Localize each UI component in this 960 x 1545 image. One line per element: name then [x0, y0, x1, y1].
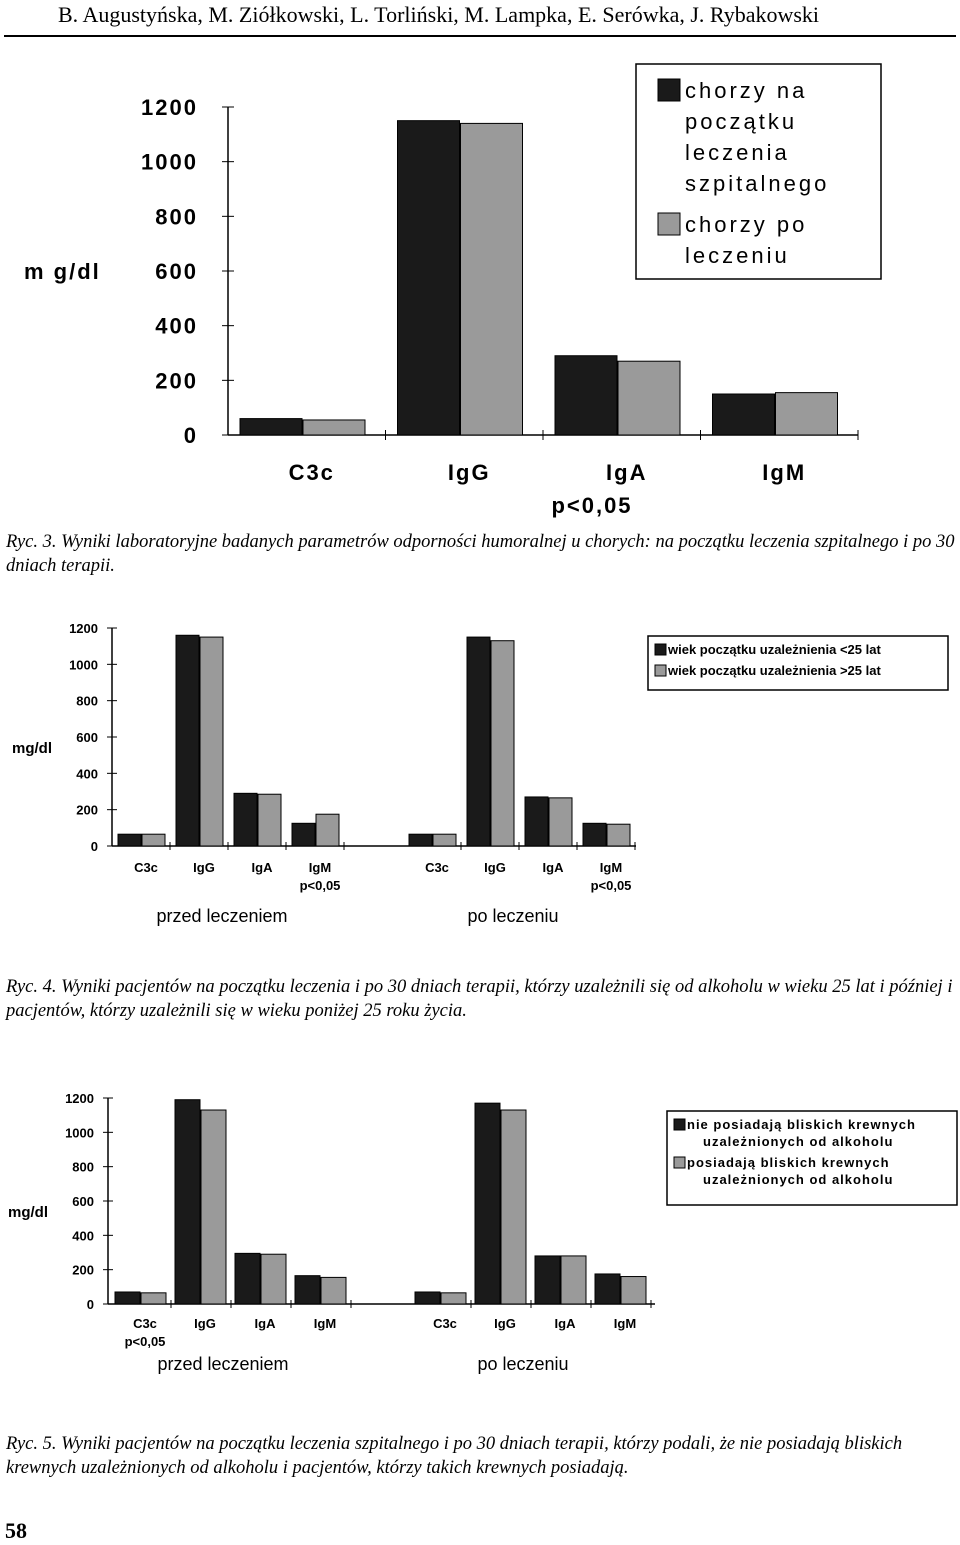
group-label-before: przed leczeniem	[157, 1354, 289, 1374]
legend-label-1: wiek początku uzależnienia <25 lat	[668, 642, 881, 657]
y-tick-label: 200	[72, 1262, 94, 1278]
bar-after-igg-series-1	[475, 1103, 500, 1304]
category-label-igm: IgM	[762, 460, 807, 485]
bar-after-igg-series-2	[501, 1110, 526, 1304]
figure-4-caption	[6, 975, 956, 1023]
y-tick-label: 200	[76, 802, 98, 818]
legend-label-2: posiadają bliskich krewnych	[687, 1155, 890, 1170]
author-line: B. Augustyńska, M. Ziółkowski, L. Torliński, M. Lampka, E. Serówka, J. Rybakowski	[58, 2, 820, 27]
page-number: 58	[5, 1518, 27, 1543]
y-tick-label: 1000	[141, 149, 198, 175]
bar-before-igg-series-2	[200, 637, 223, 846]
bar-c3c-series-2	[303, 420, 365, 435]
figure-3-chart	[0, 50, 960, 520]
bar-before-igm-series-1	[295, 1276, 320, 1304]
category-label-igg: IgG	[494, 1316, 516, 1331]
y-tick-label: 1200	[141, 95, 198, 120]
y-tick-label: 0	[183, 423, 198, 448]
figure-3-caption	[6, 530, 956, 578]
bar-after-c3c-series-2	[433, 834, 456, 846]
bar-before-c3c-series-1	[115, 1292, 140, 1304]
bar-c3c-series-1	[240, 419, 302, 435]
figure-4-label: Ryc. 4.	[6, 977, 57, 997]
bar-after-c3c-series-1	[415, 1292, 440, 1304]
bar-before-c3c-series-2	[141, 1293, 166, 1304]
bar-before-igm-series-2	[321, 1277, 346, 1304]
legend-label-2: leczeniu	[685, 243, 790, 268]
legend-label-2: wiek początku uzależnienia >25 lat	[668, 663, 881, 678]
figure-4-svg	[0, 610, 960, 970]
significance-note: p<0,05	[551, 493, 633, 518]
y-tick-label: 600	[155, 259, 198, 284]
bar-igm-series-1	[713, 394, 775, 435]
category-label-c3c: C3c	[433, 1316, 457, 1331]
figure-5-svg	[0, 1080, 960, 1420]
legend-swatch-2	[658, 213, 680, 235]
bar-before-iga-series-2	[258, 794, 281, 846]
bar-before-igm-series-1	[292, 823, 315, 846]
bar-after-igm-series-2	[621, 1277, 646, 1304]
legend-label-1: leczenia	[685, 140, 790, 165]
category-label-c3c: C3c	[288, 460, 335, 485]
y-tick-label: 1000	[69, 657, 98, 673]
y-tick-label: 800	[155, 204, 198, 230]
significance-note: p<0,05	[590, 878, 632, 893]
legend-swatch-2	[674, 1157, 685, 1168]
figure-4-chart	[0, 610, 960, 970]
y-tick-label: 400	[155, 313, 198, 339]
bar-after-igm-series-2	[607, 824, 630, 846]
bar-before-iga-series-1	[234, 793, 257, 846]
bar-igm-series-2	[776, 393, 838, 435]
figure-3-svg	[0, 50, 960, 520]
significance-note: p<0,05	[299, 878, 341, 893]
bar-before-iga-series-1	[235, 1253, 260, 1304]
bar-after-iga-series-1	[525, 797, 548, 846]
bar-before-igm-series-2	[316, 814, 339, 846]
category-label-iga: IgA	[606, 460, 648, 485]
category-label-igm: IgM	[308, 860, 332, 875]
bar-after-iga-series-1	[535, 1256, 560, 1304]
bar-after-igg-series-2	[491, 641, 514, 846]
bar-after-c3c-series-1	[409, 834, 432, 846]
legend-swatch-1	[674, 1119, 685, 1130]
header-rule	[4, 35, 956, 37]
category-label-igg: IgG	[484, 860, 506, 875]
y-tick-label: 800	[72, 1159, 94, 1175]
y-tick-label: 600	[72, 1194, 94, 1209]
category-label-iga: IgA	[254, 1316, 276, 1331]
y-tick-label: 600	[76, 730, 98, 745]
category-label-iga: IgA	[554, 1316, 576, 1331]
y-axis-label: m g/dl	[24, 259, 101, 284]
category-label-igm: IgM	[613, 1316, 637, 1331]
legend-swatch-2	[655, 665, 666, 676]
bar-before-igg-series-2	[201, 1110, 226, 1304]
category-label-iga: IgA	[251, 860, 273, 875]
legend-label-1: nie posiadają bliskich krewnych	[687, 1117, 916, 1132]
y-tick-label: 400	[72, 1228, 94, 1244]
legend-swatch-1	[658, 79, 680, 101]
bar-after-igm-series-1	[595, 1274, 620, 1304]
category-label-igm: IgM	[599, 860, 623, 875]
page-header	[0, 0, 960, 38]
bar-before-iga-series-2	[261, 1254, 286, 1304]
category-label-c3c: C3c	[425, 860, 449, 875]
figure-3-label: Ryc. 3.	[6, 532, 57, 552]
bar-igg-series-2	[461, 123, 523, 435]
category-label-iga: IgA	[542, 860, 564, 875]
figure-5-caption-text: Wyniki pacjentów na początku leczenia szpitalnego i po 30 dniach terapii, którzy podali, że nie posiadają bliskich krewnych uzależnionych od alkoholu i pacjentów, którzy takich krewnych posiadają.	[6, 1434, 903, 1478]
bar-after-igg-series-1	[467, 637, 490, 846]
category-label-igg: IgG	[193, 860, 215, 875]
legend-label-1: szpitalnego	[685, 171, 830, 196]
category-label-igg: IgG	[194, 1316, 216, 1331]
y-tick-label: 0	[86, 1297, 94, 1312]
y-tick-label: 1000	[65, 1125, 94, 1141]
group-label-before: przed leczeniem	[156, 906, 288, 926]
y-tick-label: 200	[155, 368, 198, 394]
bar-before-igg-series-1	[176, 635, 199, 846]
y-tick-label: 0	[90, 839, 98, 854]
bar-after-c3c-series-2	[441, 1293, 466, 1304]
group-label-after: po leczeniu	[477, 1354, 569, 1374]
figure-4-caption-text: Wyniki pacjentów na początku leczenia i po 30 dniach terapii, którzy uzależnili się od alkoholu w wieku 25 lat i później i pacjentów, którzy uzależnili się w wieku poniżej 25 roku życia.	[6, 977, 953, 1021]
bar-iga-series-1	[555, 356, 617, 435]
legend-label-1: początku	[685, 109, 798, 134]
y-tick-label: 1200	[65, 1091, 94, 1106]
legend-label-2: uzależnionych od alkoholu	[703, 1172, 894, 1187]
bar-after-iga-series-2	[561, 1256, 586, 1304]
category-label-igm: IgM	[313, 1316, 337, 1331]
figure-3-caption-text: Wyniki laboratoryjne badanych parametrów odporności humoralnej u chorych: na początku leczenia szpitalnego i po 30 dniach terapii.	[6, 532, 955, 576]
y-tick-label: 1200	[69, 621, 98, 636]
bar-after-igm-series-1	[583, 823, 606, 846]
y-tick-label: 800	[76, 693, 98, 709]
bar-before-c3c-series-1	[118, 834, 141, 846]
figure-5-label: Ryc. 5.	[6, 1434, 57, 1454]
bar-iga-series-2	[618, 361, 680, 435]
category-label-c3c: C3c	[134, 860, 158, 875]
figure-5-caption	[6, 1432, 956, 1480]
bar-after-iga-series-2	[549, 798, 572, 846]
figure-5-chart	[0, 1080, 960, 1420]
legend-label-2: chorzy po	[685, 212, 808, 237]
group-label-after: po leczeniu	[467, 906, 559, 926]
bar-before-c3c-series-2	[142, 834, 165, 846]
legend-label-1: chorzy na	[685, 78, 808, 103]
legend-label-1: uzależnionych od alkoholu	[703, 1134, 894, 1149]
bar-igg-series-1	[398, 121, 460, 435]
category-label-igg: IgG	[447, 460, 491, 485]
bar-before-igg-series-1	[175, 1100, 200, 1304]
y-axis-label: mg/dl	[12, 740, 52, 757]
category-label-c3c: C3c	[133, 1316, 157, 1331]
y-tick-label: 400	[76, 766, 98, 782]
legend-swatch-1	[655, 644, 666, 655]
significance-note: p<0,05	[124, 1334, 166, 1349]
y-axis-label: mg/dl	[8, 1204, 48, 1221]
